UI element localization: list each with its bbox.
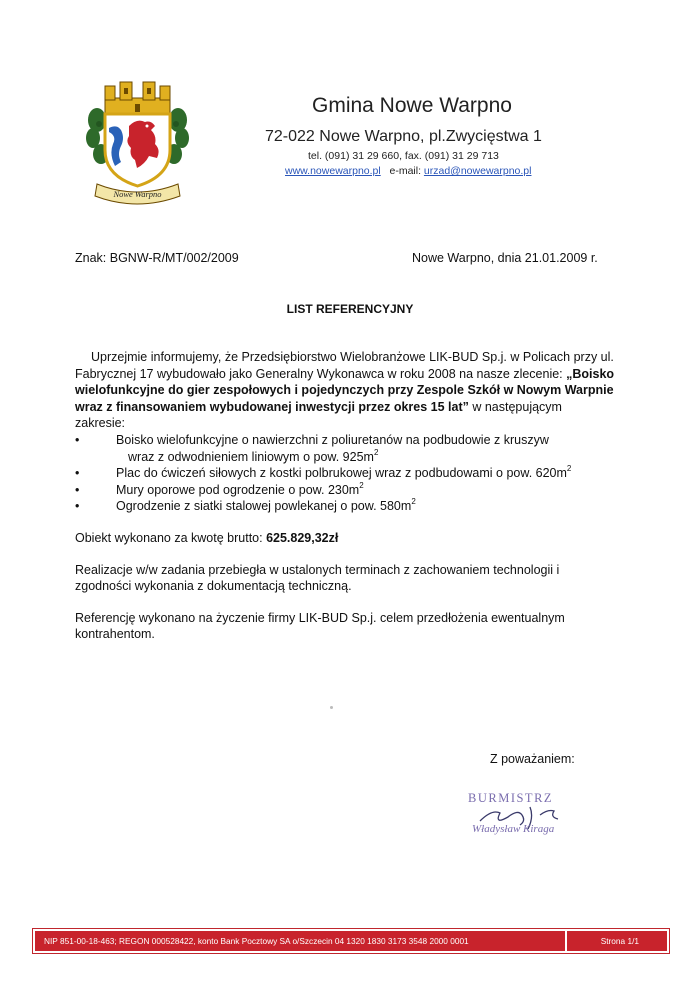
cost-paragraph bbox=[75, 530, 615, 547]
purpose-paragraph: Referencję wykonano na życzenie firmy LIK-BUD Sp.j. celem przedłożenia ewentualnym kontrahentom. bbox=[75, 610, 565, 642]
letter-title: LIST REFERENCYJNY bbox=[286, 302, 414, 316]
superscript: 2 bbox=[566, 464, 572, 474]
cost-label: Obiekt wykonano za kwotę brutto: bbox=[75, 530, 267, 545]
superscript: 2 bbox=[411, 497, 416, 507]
list-item-continuation bbox=[116, 449, 615, 466]
reference-number: Znak: BGNW-R/MT/002/2009 bbox=[75, 251, 239, 265]
footer-bank-info: NIP 851-00-18-463; REGON 000528422, konto Bank Pocztowy SA o/Szczecin 04 1320 1830 3173 3548 2000 0001 bbox=[44, 936, 469, 946]
bullet-icon: • bbox=[75, 466, 80, 481]
superscript: 2 bbox=[359, 480, 364, 490]
scope-list bbox=[75, 432, 615, 515]
contact-phone: tel. (091) 31 29 660, fax. (091) 31 29 713 bbox=[308, 150, 499, 162]
letter-body bbox=[75, 349, 615, 643]
list-item-cont-text: wraz z odwodnieniem liniowym o pow. 925m bbox=[128, 449, 374, 464]
list-item-text: Ogrodzenie z siatki stalowej powlekanej o pow. 580m bbox=[116, 499, 412, 514]
list-item bbox=[75, 432, 615, 465]
bullet-icon: • bbox=[75, 432, 80, 447]
contact-web bbox=[285, 165, 531, 177]
intro-paragraph bbox=[75, 349, 615, 432]
list-item bbox=[75, 465, 615, 482]
stamp-title: BURMISTRZ bbox=[468, 791, 554, 805]
letter-date: Nowe Warpno, dnia 21.01.2009 r. bbox=[412, 251, 598, 265]
footer-page-number: Strona 1/1 bbox=[600, 936, 639, 946]
bullet-icon: • bbox=[75, 482, 80, 497]
scan-speck bbox=[330, 706, 333, 709]
list-item bbox=[75, 498, 615, 515]
realization-paragraph: Realizacje w/w zadania przebiegła w ustalonych terminach z zachowaniem technologii i zgodności wykonania z dokumentacją techniczną. bbox=[75, 562, 560, 594]
list-item-text: Plac do ćwiczeń siłowych z kostki polbrukowej wraz z podbudowami o pow. 620m bbox=[116, 466, 567, 481]
intro-scope: w następującym zakresie: bbox=[75, 399, 562, 431]
list-item-text: Boisko wielofunkcyjne o nawierzchni z poliuretanów na podbudowie z kruszyw bbox=[116, 432, 549, 447]
email-link[interactable]: urzad@nowewarpno.pl bbox=[423, 165, 532, 177]
footer-divider bbox=[565, 931, 567, 951]
municipality-address: 72-022 Nowe Warpno, pl.Zwycięstwa 1 bbox=[265, 128, 542, 145]
cost-value: 625.829,32zł bbox=[266, 530, 339, 545]
municipality-name: Gmina Nowe Warpno bbox=[312, 94, 512, 117]
list-item bbox=[75, 482, 615, 499]
list-item-text: Mury oporowe pod ogrodzenie o pow. 230m bbox=[116, 482, 360, 497]
bullet-icon: • bbox=[75, 499, 80, 514]
superscript: 2 bbox=[373, 447, 379, 457]
project-name: „Boisko wielofunkcyjne do gier zespołowych i pojedynczych przy Zespole Szkół w Nowym Warpnie wraz z finansowaniem wybudowanej inwestycji przez okres 15 lat” bbox=[75, 366, 615, 414]
stamp-name: Władysław Kiraga bbox=[472, 823, 555, 835]
email-label: e-mail: bbox=[389, 165, 421, 177]
intro-text: Uprzejmie informujemy, że Przedsiębiorstwo Wielobranżowe LIK-BUD Sp.j. w Policach przy ul. Fabrycznej 17 wybudowało jako Generalny Wykonawca w roku 2008 na nasze zlecenie: bbox=[75, 350, 614, 381]
coat-of-arms-logo bbox=[85, 80, 190, 210]
closing-salutation: Z poważaniem: bbox=[490, 752, 575, 766]
website-link[interactable]: www.nowewarpno.pl bbox=[285, 165, 381, 177]
crest-motto: Nowe Warpno bbox=[113, 189, 162, 199]
footer-bar bbox=[32, 928, 670, 954]
footer-inner bbox=[35, 931, 667, 951]
